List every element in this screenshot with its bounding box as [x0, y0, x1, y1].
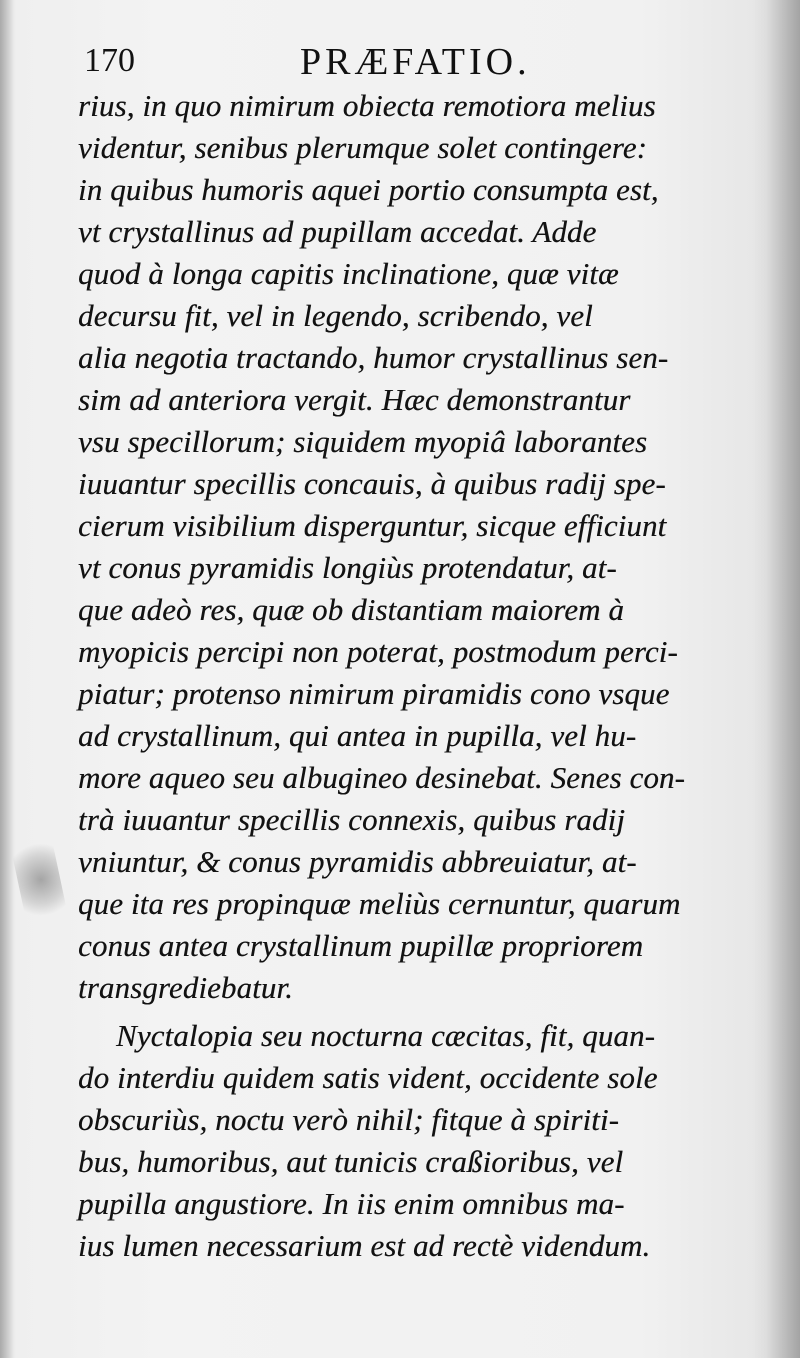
spine-shadow [766, 0, 800, 1358]
text-line-9: vsu specillorum; siquidem myopiâ laborantes [78, 424, 648, 459]
left-page-edge [0, 0, 14, 1358]
text-line-15: piatur; protenso nimirum piramidis cono vsque [78, 676, 670, 711]
text-line-3: in quibus humoris aquei portio consumpta est, [78, 172, 659, 207]
text-line-14: myopicis percipi non poterat, postmodum perci- [78, 634, 678, 669]
main-text [78, 88, 768, 1268]
text-line-5: quod à longa capitis inclinatione, quæ vitæ [78, 256, 619, 291]
page-number: 170 [84, 42, 135, 79]
text-line-23: Nyctalopia seu nocturna cæcitas, fit, quan- [116, 1018, 655, 1053]
text-line-19: vniuntur, & conus pyramidis abbreuiatur, at- [78, 844, 637, 879]
text-line-22: transgrediebatur. [78, 970, 293, 1005]
running-head: PRÆFATIO. [300, 41, 531, 83]
text-line-24: do interdiu quidem satis vident, occidente sole [78, 1060, 658, 1095]
text-line-2: videntur, senibus plerumque solet contingere: [78, 130, 647, 165]
text-line-16: ad crystallinum, qui antea in pupilla, vel hu- [78, 718, 637, 753]
text-line-10: iuuantur specillis concauis, à quibus radij spe- [78, 466, 666, 501]
text-line-8: sim ad anteriora vergit. Hæc demonstrantur [78, 382, 631, 417]
text-line-28: ius lumen necessarium est ad rectè videndum. [78, 1228, 651, 1263]
text-line-13: que adeò res, quæ ob distantiam maiorem à [78, 592, 624, 627]
text-line-7: alia negotia tractando, humor crystallinus sen- [78, 340, 669, 375]
text-line-27: pupilla angustiore. In iis enim omnibus ma- [78, 1186, 625, 1221]
text-line-1: rius, in quo nimirum obiecta remotiora melius [78, 88, 656, 123]
margin-stain [10, 835, 69, 926]
text-line-26: bus, humoribus, aut tunicis craßioribus, vel [78, 1144, 624, 1179]
text-line-4: vt crystallinus ad pupillam accedat. Adde [78, 214, 597, 249]
text-line-6: decursu fit, vel in legendo, scribendo, vel [78, 298, 593, 333]
text-line-11: cierum visibilium disperguntur, sicque efficiunt [78, 508, 667, 543]
text-line-25: obscuriùs, noctu verò nihil; fitque à spiriti- [78, 1102, 620, 1137]
text-line-12: vt conus pyramidis longiùs protendatur, at- [78, 550, 617, 585]
text-line-18: trà iuuantur specillis connexis, quibus radij [78, 802, 625, 837]
text-line-21: conus antea crystallinum pupillæ propriorem [78, 928, 644, 963]
text-line-17: more aqueo seu albugineo desinebat. Senes con- [78, 760, 685, 795]
text-line-20: que ita res propinquæ meliùs cernuntur, quarum [78, 886, 681, 921]
